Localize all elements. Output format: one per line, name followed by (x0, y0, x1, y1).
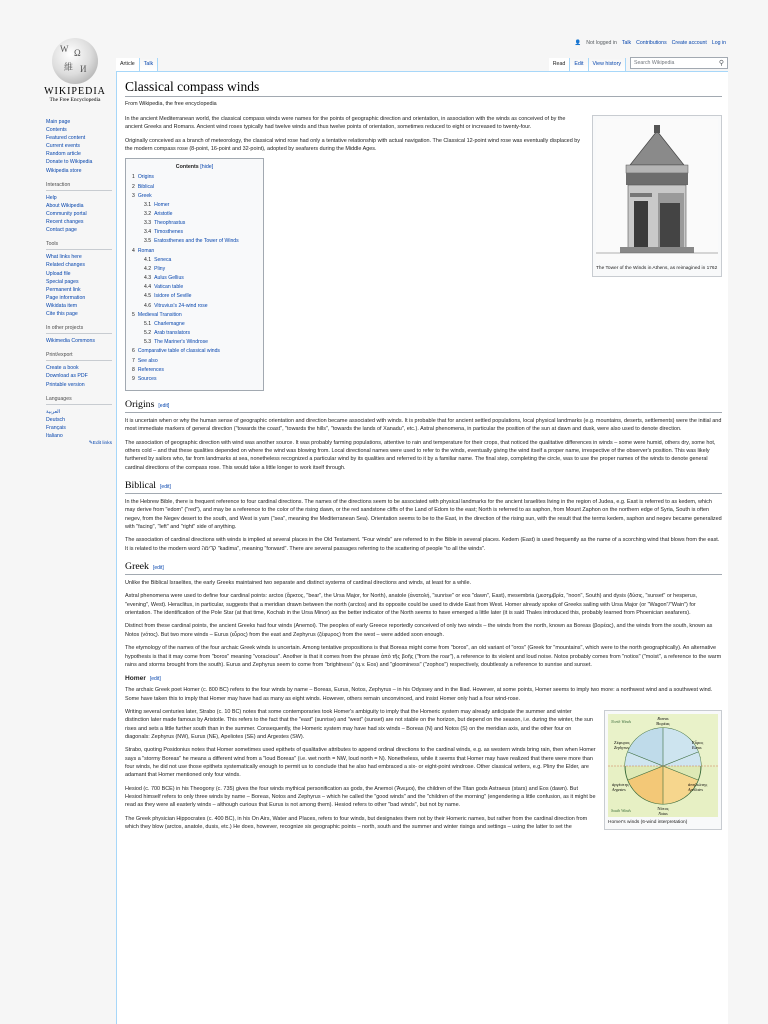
personal-tools (575, 40, 726, 46)
south-winds-label: South Winds (611, 807, 631, 813)
sidebar-item-related-changes[interactable]: Related changes (46, 262, 85, 269)
toc-link[interactable]: Homer (154, 201, 170, 208)
toc-link[interactable]: Timosthenes (154, 229, 184, 236)
toc-link[interactable]: Pliny (154, 265, 166, 272)
languages-heading: Languages (46, 395, 112, 405)
toc-number: 3.2 (144, 211, 152, 217)
toc-item[interactable] (132, 274, 257, 283)
section-greek-heading: Greek [edit] (125, 561, 722, 575)
apeliotes-label: Apeliotes (688, 786, 703, 792)
toc-link[interactable]: Isidore of Seville (154, 293, 192, 300)
sidebar-item-special-pages[interactable]: Special pages (46, 278, 79, 285)
toc-number: 4.4 (144, 284, 152, 291)
toc-link[interactable]: Vatican table (154, 284, 184, 291)
login-link[interactable]: Log in (711, 40, 726, 46)
toc-link[interactable]: Medieval Transition (137, 311, 182, 318)
section-biblical-heading: Biblical [edit] (125, 480, 722, 494)
toc-number: 3.5 (144, 238, 152, 245)
toc-link[interactable]: Charlemagne (154, 320, 185, 327)
toc-item[interactable] (132, 173, 257, 182)
tower-figure (592, 115, 722, 277)
toc-link[interactable]: Origins (137, 174, 154, 181)
sidebar-item-page-information[interactable]: Page information (46, 294, 86, 301)
toc-hide-toggle[interactable]: [hide] (200, 164, 214, 171)
toc-number: 5 (132, 311, 135, 318)
zephyrus-label: Zephyrus (614, 744, 629, 750)
edit-homer-link[interactable]: [edit] (149, 676, 161, 683)
toc-link[interactable]: Seneca (154, 256, 172, 263)
toc-number: 7 (132, 357, 135, 364)
sidebar-item-permanent-link[interactable]: Permanent link (46, 286, 81, 293)
toc-item[interactable] (132, 265, 257, 274)
sidebar-item-random-article[interactable]: Random article (46, 151, 81, 158)
sidebar-item-printable-version[interactable]: Printable version (46, 381, 85, 388)
nav-print (46, 364, 116, 388)
toc-item[interactable] (132, 338, 257, 347)
search-icon[interactable]: ⚲ (718, 60, 724, 67)
toc-item[interactable] (132, 347, 257, 356)
tower-of-winds-image[interactable] (596, 119, 718, 263)
tab-talk[interactable]: Talk (140, 58, 158, 71)
tower-caption: The Tower of the Winds in Athens, as reimagined in 1762 (596, 266, 718, 271)
talk-link[interactable]: Talk (621, 40, 632, 46)
toc-title: Contents (175, 164, 199, 171)
toc-item[interactable] (132, 366, 257, 375)
not-logged-in: Not logged in (586, 40, 617, 46)
edit-greek-link[interactable]: [edit] (152, 565, 164, 572)
contributions-link[interactable]: Contributions (636, 40, 667, 46)
sidebar-item-wikipedia-store[interactable]: Wikipedia store (46, 167, 82, 174)
toc-link[interactable]: Comparative table of classical winds (137, 348, 220, 355)
toc-list (132, 173, 257, 384)
print-heading: Print/export (46, 351, 112, 361)
toc-item[interactable] (132, 210, 257, 219)
toc-link[interactable]: Biblical (137, 183, 154, 190)
sidebar-item-recent-changes[interactable]: Recent changes (46, 219, 84, 226)
toc-number: 1 (132, 174, 135, 181)
toc-number: 5.3 (144, 339, 152, 346)
homer-winds-caption: Homer's winds (6-wind interpretation) (608, 819, 688, 825)
nav-langs (46, 408, 116, 440)
user-icon: 👤 (574, 40, 582, 46)
toc-item[interactable] (132, 320, 257, 329)
tools-heading: Tools (46, 240, 112, 250)
toc-number: 3.1 (144, 201, 152, 208)
edit-biblical-link[interactable]: [edit] (160, 484, 171, 491)
create-account-link[interactable]: Create account (671, 40, 707, 46)
toc-number: 6 (132, 348, 135, 355)
toc-number: 4.6 (144, 302, 152, 309)
sidebar-item-what-links-here[interactable]: What links here (46, 254, 82, 261)
toc-item[interactable] (132, 357, 257, 366)
sidebar-item-wikidata-item[interactable]: Wikidata item (46, 302, 78, 309)
sidebar-item-[interactable]: العربية (46, 408, 61, 415)
biblical-paragraph-2: The association of cardinal directions with winds is implied at several places in the Old Testament. "Four winds" are referred to in the Bible in several places. Kedem (East) is used frequently as the name of a scorching wind that blows from the east. It is related to the modern word קדימה "kadima", meaning "forward". There are several passages referring to the scattering of people "to all the winds". (125, 537, 720, 552)
boreas-greek-label: Βορέας (656, 720, 670, 726)
section-homer-heading: Homer [edit] (125, 675, 161, 683)
tab-read[interactable]: Read (549, 58, 571, 71)
toc-link[interactable]: Roman (137, 247, 155, 254)
origins-paragraph-2: The association of geographic direction with wind was another source. It was probably farming populations, attentive to rain and temperature for their crops, that noticed the qualitative differences in winds – some were humid, others dry, some hot, others cold – and that these qualities depended on where the wind was blowing from. Local directional names were used to refer to the winds, eventually giving the wind itself a proper name, irrespective of the observer's position. This was likely furthered by sailors who, far from landmarks at sea, nonetheless recognized a particular wind by its qualities and referred to it by a familiar name. The final step, completing the circle, was to use the proper names of the winds to denote general cardinal directions of the compass rose. This would take a little longer to work itself through. (125, 439, 716, 471)
toc-item[interactable] (132, 329, 257, 338)
interaction-heading: Interaction (46, 181, 112, 191)
nav-interaction (46, 194, 116, 234)
logo-wordmark: WIKIPEDIA (44, 86, 106, 97)
toc-number: 2 (132, 183, 135, 190)
tab-view-history[interactable]: View history (589, 58, 626, 71)
page-title: Classical compass winds (125, 78, 722, 97)
homer-paragraph-3: Strabo, quoting Posidonius notes that Homer sometimes used epithets of qualitative attributes to append ordinal directions to the cardinal winds, e.g. as western winds bring rain, then when Homer says a "stormy Boreas" he means a different wind from a "loud Boreas" (i.e. wet north = NW, loud north = N). Nonetheless, while it seems that Homer may have realized that there were more than four winds, he did not use those epithets systematically enough to permit us to conclude that he also had embraced a six- or eight-point windrose. Other classical writers, e.g. Pliny the Elder, are adamant that Homer mentioned only four winds. (125, 747, 596, 779)
homer-paragraph-4: Hesiod (c. 700 BCE) in his Theogony (c. 735) gives the four winds mythical personification as gods, the Anemoi (Ἄνεμοι), the children of the Titan gods Astraeus (stars) and Eos (dawn). But Hesiod himself refers to only three winds by name – Boreas, Notos and Zephyrus – which he called the "good winds" and the "children of the morning" (engendering a little confusion, as it might be read as they were all easterly winds – although curious that Eurus is not among them). Hesiod refers to other "bad winds", but not by name. (125, 785, 596, 809)
table-of-contents (125, 158, 264, 391)
homer-paragraph-5: The Greek physician Hippocrates (c. 400 BC), in his On Airs, Water and Places, refers to four winds, but designates them not by their Homeric names, but rather from the cardinal direction from which they blow (arctos, anatole, dusis, etc.) He does, however, recognize six geographic points – north, south and the summer and winter risings and settings – using the latter to set the (125, 815, 588, 830)
nav-other (46, 337, 116, 345)
boreas-label: Boreas (657, 715, 669, 721)
toc-number: 3 (132, 192, 135, 199)
toc-number: 9 (132, 375, 135, 382)
sidebar-item-create-a-book[interactable]: Create a book (46, 365, 79, 372)
sidebar-item-about-wikipedia[interactable]: About Wikipedia (46, 202, 84, 209)
sidebar (46, 118, 116, 448)
sidebar-item-community-portal[interactable]: Community portal (46, 210, 87, 217)
nav-main (46, 118, 116, 175)
notos-label: Νότος (657, 805, 669, 811)
edit-links[interactable]: ✎Edit links (88, 441, 112, 447)
sidebar-item-donate-to-wikipedia[interactable]: Donate to Wikipedia (46, 159, 93, 166)
toc-item[interactable] (132, 292, 257, 301)
search-placeholder: Search Wikipedia (634, 60, 675, 66)
sidebar-item-deutsch[interactable]: Deutsch (46, 416, 66, 423)
toc-number: 4 (132, 247, 135, 254)
toc-number: 4.3 (144, 275, 152, 282)
search-input[interactable] (630, 57, 728, 69)
toc-item[interactable] (132, 302, 257, 311)
sidebar-item-upload-file[interactable]: Upload file (46, 270, 71, 277)
tab-article[interactable]: Article (116, 58, 140, 71)
logo-tagline: The Free Encyclopedia (49, 97, 101, 103)
sidebar-item-italiano[interactable]: Italiano (46, 433, 63, 439)
greek-paragraph-1: Unlike the Biblical Israelites, the early Greeks maintained two separate and distinct systems of cardinal directions and winds, at least for a while. (125, 580, 472, 587)
toc-item[interactable] (132, 256, 257, 265)
toc-link[interactable]: Aristotle (154, 211, 173, 217)
toc-number: 3.3 (144, 220, 152, 227)
toc-link[interactable]: Arab translators (154, 330, 191, 337)
sidebar-item-fran-ais[interactable]: Français (46, 424, 66, 431)
euros-label: Εὖρος (692, 739, 704, 745)
toc-link[interactable]: Eratosthenes and the Tower of Winds (154, 238, 239, 245)
sidebar-item-cite-this-page[interactable]: Cite this page (46, 310, 78, 317)
homer-paragraph-1: The archaic Greek poet Homer (c. 800 BC) refers to the four winds by name – Boreas, Eurus, Notos, Zephyrus – in his Odyssey and in the Iliad. However, at some points, Homer seems to imply two more: a northwest wind and a southwest wind. Some have taken this to imply that Homer may have had as many as eight winds. However, others remain unconvinced, and insist Homer only had a four wind-rose. (125, 687, 713, 702)
sidebar-item-featured-content[interactable]: Featured content (46, 135, 86, 142)
toc-link[interactable]: Sources (137, 375, 157, 382)
north-winds-label: North Winds (611, 718, 632, 724)
eurus-label: Eurus (692, 744, 702, 750)
notus-label: Notus (658, 810, 668, 816)
origins-paragraph-1: It is uncertain when or why the human sense of geographic orientation and direction became associated with winds. It is probable that for ancient settled populations, local physical landmarks (e.g. mountains, deserts, settlements) were the initial and most immediate markers of general direction ("towards the coast", "towards the hills", "towards the lands of Xanadu", etc.). Astral phenomena, in particular the position of the sun at dawn and dusk, were also used to denote direction. (125, 417, 722, 433)
toc-link[interactable]: Aulus Gellius (154, 275, 184, 282)
toc-item[interactable] (132, 183, 257, 192)
toc-item[interactable] (132, 237, 257, 246)
sidebar-item-contact-page[interactable]: Contact page (46, 227, 77, 234)
sidebar-item-help[interactable]: Help (46, 194, 57, 201)
edit-origins-link[interactable]: [edit] (158, 402, 170, 409)
article-content (116, 71, 728, 1024)
intro-paragraph-2: Originally conceived as a branch of meteorology, the classical wind rose had only a tentative relationship with actual navigation. The Classical 12-point wind rose was eventually displaced by the modern compass rose (8-point, 16-point and 32-point), adopted by seafarers during the Middle Ages. (125, 137, 580, 153)
toc-link[interactable]: Vitruvius's 24-wind rose (154, 302, 208, 309)
homer-winds-figure (604, 710, 722, 831)
greek-paragraph-2: Astral phenomena were used to define four cardinal points: arctos (ἄρκτος, "bear", the Ursa Major, for North), anatole (ἀνατολή, "sunrise" or eos "dawn", East), mesembria (μεσημβρία, "noon", South) and dysis (δύσις, "sunset" or hesperus, "evening", West). Heraclitus, in particular, suggests that a meridian drawn between the north (arctos) and its opposite could be used to divide East from West. Homer already spoke of Greeks sailing with Ursa Major (or "Wagon"/"Wain") for orientation. The identification of the Pole Star (at that time, Kochab in the Ursa Minor) as the better indicator of the North seems to have emerged a little later (it is said Thales introduced this, probably learned from Phoenician seafarers). (125, 593, 698, 617)
toc-link[interactable]: Greek (137, 192, 152, 199)
toc-item[interactable] (132, 228, 257, 237)
biblical-paragraph-1: In the Hebrew Bible, there is frequent reference to four cardinal directions. The names of the directions seem to be associated with physical landmarks for the ancient Israelites living in the region of Judea, e.g. East is referred to as kedem, which may derive from "edom" ("red"), and may be a reference to the color of the rising dawn, or the red sandstone cliffs of the Land of Edom to the east; North is referred to as saphon, from Mount Zaphon on the northern edge of Syria, South is often negev, from the Negev desert to the south, and West is yam ("sea", meaning the Mediterranean Sea). Orientation seems to be to the East, in the direction of the rising sun, with the result that the terms kedem, saphon and negev became generalized with "facing", "left" and "right" side of anything. (125, 499, 722, 531)
toc-item[interactable] (132, 201, 257, 210)
argestes-label: Argestes (612, 786, 626, 792)
tab-edit[interactable]: Edit (570, 58, 588, 71)
toc-item[interactable] (132, 247, 257, 256)
sidebar-item-main-page[interactable]: Main page (46, 119, 71, 125)
apeliotes-greek-label: ἀπηλιώτης (688, 781, 708, 787)
homer-winds-diagram[interactable] (608, 714, 718, 817)
argestes-greek-label: ἀργέστης (612, 781, 629, 787)
sidebar-item-wikimedia-commons[interactable]: Wikimedia Commons (46, 338, 96, 345)
toc-item[interactable] (132, 192, 257, 201)
toc-number: 8 (132, 366, 135, 373)
greek-paragraph-4: The etymology of the names of the four archaic Greek winds is uncertain. Among tentative propositions is that Boreas might come from "boros", an old variant of "oros" (Greek for "mountains", which were to the north geographically). An alternative hypothesis is that it may come from "boros" meaning "voracious". Another is that it comes from the phrase ἀπὸ τῆς βοῆς ("from the roar"), a reference to its violent and loud noise. Notos probably comes from "notios" ("moist", a reference to the warm rains and storms brought from the south). Eurus and Zephyrus seem to come from "brightness" (q.v. Eos) and "gloominess" ("zophos") respectively, doubtlessly a reference to sunrise and sunset. (125, 645, 722, 668)
nav-tools (46, 253, 116, 318)
sidebar-item-contents[interactable]: Contents (46, 127, 67, 134)
page-tabs (116, 56, 728, 71)
toc-number: 4.5 (144, 293, 152, 300)
homer-paragraph-2: Writing several centuries later, Strabo (c. 10 BC) notes that some contemporaries took Homer's ambiguity to imply that the Homeric system may already anticipate the summer and winter distinction later made famous by Aristotle. This refers to the fact that the "east" (sunrise) and "west" (sunset) are not stable on the horizon, but depend on the season, i.e. during the winter, the sun rises and sets a little further south than in the summer. Consequently, the Homeric system may have had six winds – Boreas (N) and Notos (S) on the meridian axis, and the other four on diagonals: Zephyrus (NW), Eurus (NE), Apeliotes (SE) and Argestes (SW). (125, 708, 593, 740)
toc-number: 4.1 (144, 256, 152, 263)
toc-link[interactable]: See also (137, 357, 158, 364)
toc-link[interactable]: References (137, 366, 164, 373)
sidebar-item-current-events[interactable]: Current events (46, 143, 81, 150)
zephyros-label: Ζέφυρος (614, 739, 630, 745)
toc-number: 4.2 (144, 265, 152, 272)
section-origins-heading: Origins [edit] (125, 399, 722, 413)
sidebar-item-download-as-pdf[interactable]: Download as PDF (46, 373, 88, 380)
site-sub: From Wikipedia, the free encyclopedia (125, 101, 217, 107)
toc-link[interactable]: The Mariner's Windrose (154, 339, 209, 346)
toc-number: 5.2 (144, 330, 152, 337)
toc-number: 3.4 (144, 229, 152, 236)
toc-item[interactable] (132, 375, 257, 384)
toc-number: 5.1 (144, 320, 152, 327)
toc-link[interactable]: Theophrastus (154, 220, 186, 227)
other-projects-heading: In other projects (46, 324, 112, 334)
toc-item[interactable] (132, 283, 257, 292)
wikipedia-logo[interactable] (40, 38, 110, 108)
intro-paragraph-1: In the ancient Mediterranean world, the classical compass winds were names for the points of geographic direction and orientation, in association with the winds as conceived of by the ancient Greeks and Romans. Ancient wind roses typically had twelve winds and thus twelve points of orientation, sometimes reduced to eight or increased to twenty-four. (125, 116, 566, 131)
globe-icon: W Ω 維 И (52, 38, 98, 84)
toc-item[interactable] (132, 311, 257, 320)
greek-paragraph-3: Distinct from these cardinal points, the ancient Greeks had four winds (Anemoi). The peoples of early Greece reportedly conceived of only two winds – the winds from the north, known as Boreas (βορέας), and the winds from the south, known as Notos (νότος). But two more winds – Eurus (εὖρος) from the east and Zephyrus (ζέφυρος) from the west – were added soon enough. (125, 623, 713, 638)
toc-item[interactable] (132, 219, 257, 228)
